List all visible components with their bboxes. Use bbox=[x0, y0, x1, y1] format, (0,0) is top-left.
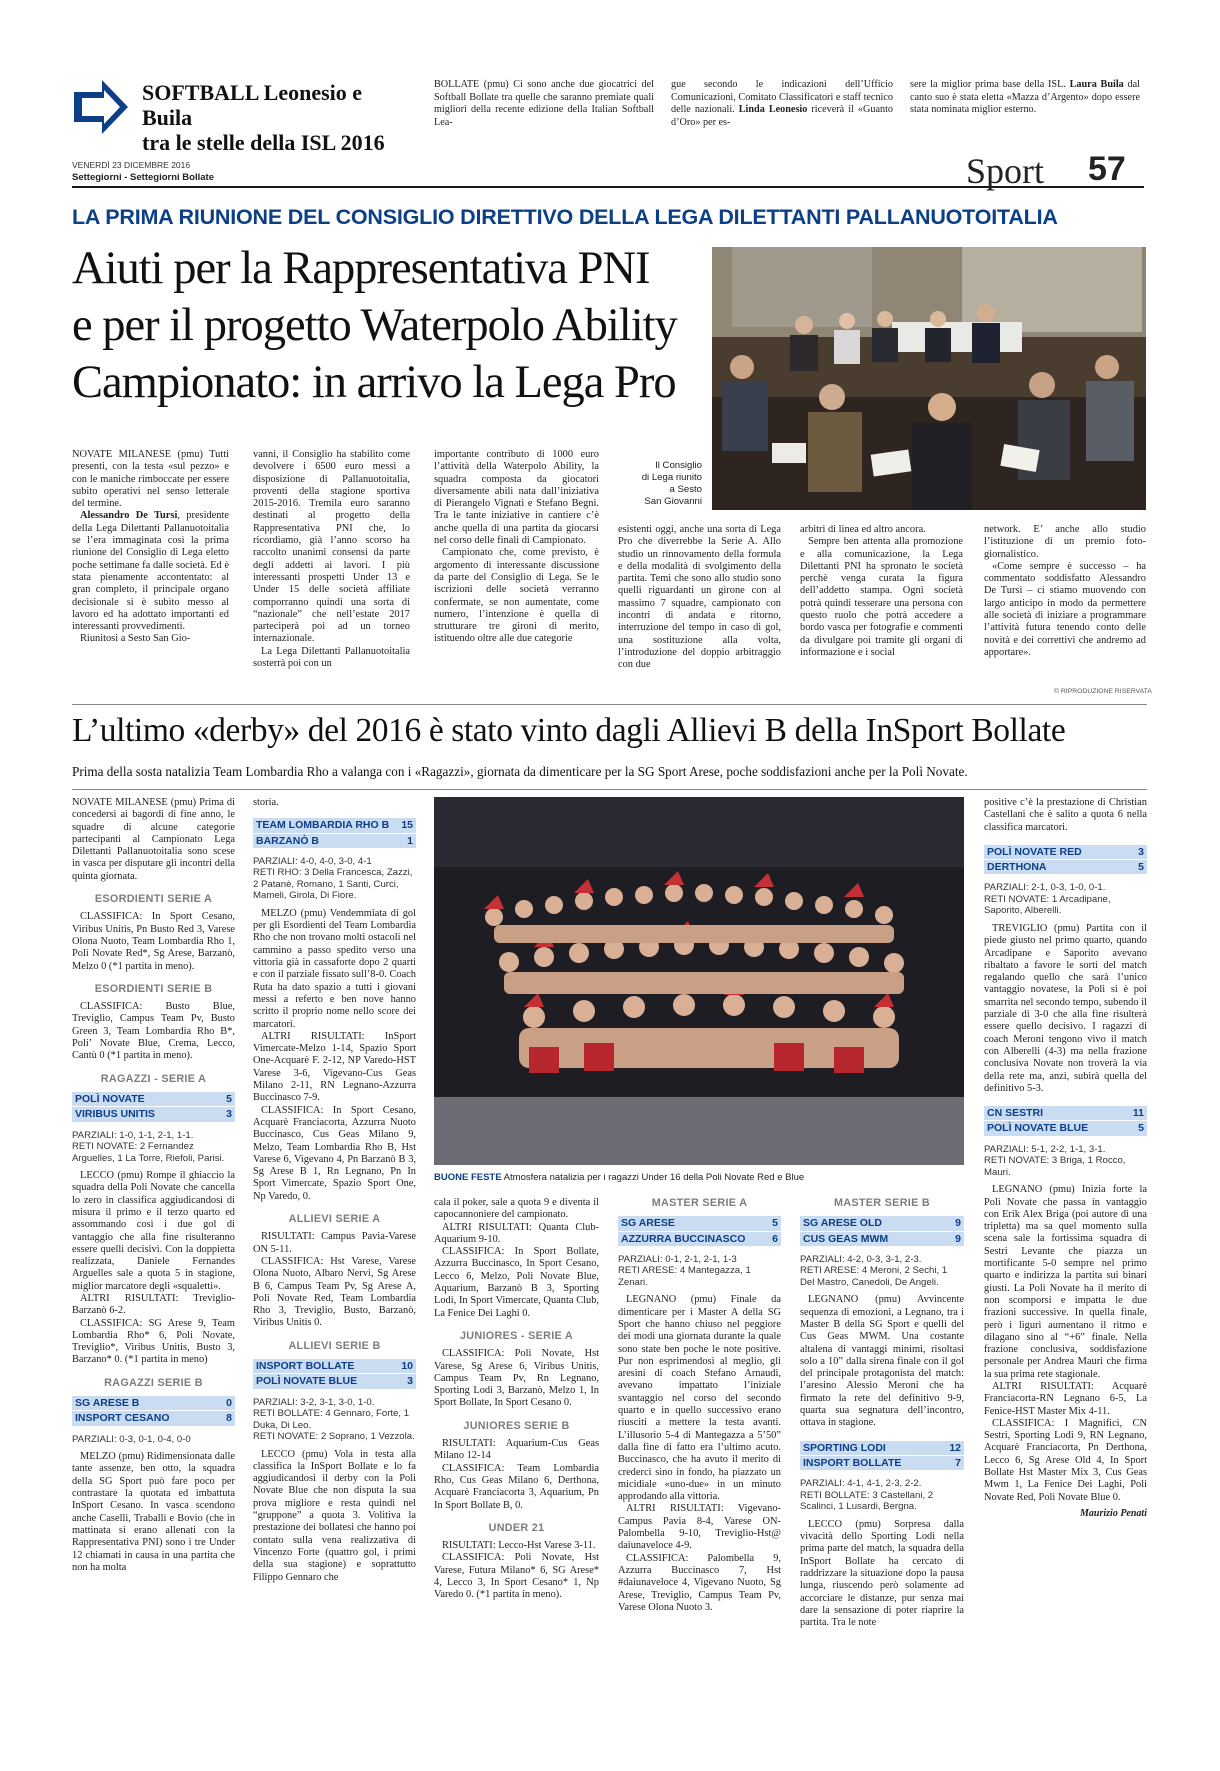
article-divider bbox=[72, 704, 1147, 705]
teaser-col3: sere la miglior prima base della ISL. Laura Buila dal canto suo è stata eletta «Mazza d’Argento» dopo essere stata nominata miglior esterno. bbox=[910, 79, 1140, 116]
score-box: SG ARESE B 0 INSPORT CESANO 8 bbox=[72, 1395, 235, 1426]
teaser-title: SOFTBALL Leonesio e Buila tra le stelle della ISL 2016 bbox=[142, 80, 385, 155]
article1-col3: importante contributo di 1000 euro l’attività della Waterpolo Ability, la squadra composta da giocatori diversamente abili nata dall’iniziativa di Pierangelo Vignati e Stefano Begni. Tra le tante iniziative in cantiere c’è anche quella di una partita da giocarsi nel corso delle finali di Campionato. Campionato che, come previsto, è argomento di interessante discussione da parte del Consiglio di Lega. Se le iscrizioni delle società verranno confermate, se non aumentate, come numero, l’intenzione è quella di strutturare tre gironi di merito, istituendo oltre alle due categorie bbox=[434, 449, 599, 645]
score-box: SG ARESE 5 AZZURRA BUCCINASCO 6 bbox=[618, 1215, 781, 1246]
copyright: © RIPRODUZIONE RISERVATA bbox=[1054, 688, 1152, 695]
score-box: POLÌ NOVATE RED 3 DERTHONA 5 bbox=[984, 844, 1147, 875]
score-box: POLÌ NOVATE 5 VIRIBUS UNITIS 3 bbox=[72, 1091, 235, 1122]
article2-subhead: Prima della sosta natalizia Team Lombardia Rho a valanga con i «Ragazzi», giornata da dimenticare per la SG Sport Arese, poche soddisfazioni anche per la Polì Novate. bbox=[72, 764, 968, 779]
article1-headline: Aiuti per la Rappresentativa PNI e per il progetto Waterpolo Ability Campionato: in arrivo la Lega Pro bbox=[72, 243, 677, 408]
article1-kicker: LA PRIMA RIUNIONE DEL CONSIGLIO DIRETTIVO DELLA LEGA DILETTANTI PALLANUOTOITALIA bbox=[72, 205, 1058, 229]
teaser-col1: BOLLATE (pmu) Ci sono anche due giocatrici del Softball Bollate tra quelle che saranno premiate quali migliori della recente edizione della Italian Softball Lea- bbox=[434, 79, 654, 128]
results-col5: MASTER SERIE B SG ARESE OLD 9 CUS GEAS MWM 9 PARZIALI: 4-2, 0-3, 3-1, 2-3. RETI ARESE: 4 Meroni, 2 Sechi, 1 Del Mastro, Canedoli, De Angeli. LEGNANO (pmu) Avvincente sequenza di emozioni, a Legnano, tra i Master B della SG Sport e quelli del Cus Geas MWM. Una costante altalena di vantaggi minimi, risoltasi solo a 10” dalla sirena finale con il gol del principale protagonista del match: l’aresino Alessio Meroni che ha firmato la rete del definitivo 9-9, quarta sua segnatura dell’incontro, ottava in stagione. SPORTING LODI 12 INSPORT BOLLATE 7 PARZIALI: 4-1, 4-1, 2-3, 2-2. RETI BOLLATE: 3 Castellani, 2 Scalinci, 1 Lusardi, Bergna. LECCO (pmu) Sorpresa dalla vivacità dello Sporting Lodi nella prima parte del match, la squadra della InSport Bollate ha cercato di raddrizzare la situazione dopo la pausa lunga, riuscendo però solamente ad accorciare le distanze, pur senza mai dare la sensazione di poter riaprire la partita. Tra le note bbox=[800, 1197, 964, 1629]
article1-col2: vanni, il Consiglio ha stabilito come devolvere i 6500 euro messi a disposizione di Pallanuotoitalia, proventi della stagione sportiva 2015-2016. Tremila euro saranno destinati al progetto della Rappresentativa PNI che, lo ricordiamo, già l’anno scorso ha raccolto unanimi consensi da parte degli addetti ai lavori. I più interessanti prospetti Under 13 e Under 15 delle società affiliate comporranno quindi una sorta di “nazionale” che nell’estate 2017 parteciperà poi ad un torneo internazionale. La Lega Dilettanti Pallanuotoitalia sosterrà poi con un bbox=[253, 449, 410, 670]
subhead-rule bbox=[72, 789, 1147, 790]
article1-col4: esistenti oggi, anche una sorta di Lega Pro che diverrebbe la Serie A. Allo studio un rinnovamento della formula e della modalità di svolgimento della partita. Temi che sono allo studio sono quelli riguardanti un girone con al massimo 7 squadre, campionato con incontri di andata e ritorno, interruzione del tempo in caso di gol, una sostituzione alla volta, l’introduzione del doppio arbitraggio con due bbox=[618, 524, 781, 671]
results-col1: NOVATE MILANESE (pmu) Prima di concedersi ai bagordi di fine anno, le squadre di alcune categorie partecipanti al Campionato Lega Dilettanti Pallanuotoitalia sono scese in vasca per disputare gli incontri della quinta giornata. ESORDIENTI SERIE A CLASSIFICA: In Sport Cesano, Viribus Unitis, Pn Busto Red 3, Varese Olona Nuoto, Team Lombardia Rho 1, Poli Novate Red*, Sg Arese, Barzanò, Melzo 0 (*1 partita in meno). ESORDIENTI SERIE B CLASSIFICA: Busto Blue, Treviglio, Campus Team Pv, Busto Green 3, Team Lombardia Rho B*, Poli’ Novate Blue, Crema, Lecco, Cantù 0 (*1 partita in meno). RAGAZZI - SERIE A POLÌ NOVATE 5 VIRIBUS UNITIS 3 PARZIALI: 1-0, 1-1, 2-1, 1-1. RETI NOVATE: 2 Fernandez Arguelles, 1 La Torre, Riefoli, Parisi. LECCO (pmu) Rompe il ghiaccio la squadra della Poli Novate che cancella lo zero in classifica aggiudicandosi di misura il primo e il terzo quarto ed assommando così i due gol di vantaggio che alla fine risulteranno essere quelli decisivi. Con la doppietta realizzata, Daniele Fernandes Arguelles sale a quota 5 in stagione, miglior marcatore degli «squaletti». ALTRI RISULTATI: Treviglio-Barzanò 6-2. CLASSIFICA: SG Arese 9, Team Lombardia Rho* 6, Poli Novate, Treviglio*, Viribus Unitis, Busto 3, Barzano* 0. (*1 partita in meno) RAGAZZI SERIE B SG ARESE B 0 INSPORT CESANO 8 PARZIALI: 0-3, 0-1, 0-4, 0-0 MELZO (pmu) Ridimensionata dalle tante assenze, ben otto, la squadra della SG Sport può fare poco per contrastare la quotata ed imbattuta InSport Cesano. In vasca scendono anche Caselli, Traballi e Bovio (che in mattinata si erano allenati con la Rappresentativa PNI) sono i tre Under 12 chiamati in causa in una partita che non ha molta bbox=[72, 797, 235, 1573]
author: Maurizio Penati bbox=[1080, 1507, 1147, 1519]
meeting-photo bbox=[712, 247, 1146, 510]
teaser-col2: gue secondo le indicazioni dell’Ufficio Comunicazioni, Comitato Classificatori e staff tecnico delle nazionali. Linda Leonesio riceverà il «Guanto d’Oro» per es- bbox=[671, 79, 893, 128]
page-number: 57 bbox=[1088, 150, 1126, 188]
article1-col1: NOVATE MILANESE (pmu) Tutti presenti, con la testa «sul pezzo» e con le maniche rimboccate per essere subito operativi nel senso letterale del termine. Alessandro De Tursi, presidente della Lega Dilettanti Pallanuotoitalia se l’era immaginata così la prima riunione del Consiglio di Lega eletto poche settimane fa dalle società. Ed è stata pienamente accontentato: al gran completo, il principale organo decisionale si è subito messo al lavoro ed ha adottato importanti ed interessanti provvedimenti. Riunitosi a Sesto San Gio- bbox=[72, 449, 229, 645]
results-col3: cala il poker, sale a quota 9 e diventa il capocannoniere del campionato. ALTRI RISULTATI: Quanta Club-Aquarium 9-10. CLASSIFICA: In Sport Bollate, Azzurra Buccinasco, In Sport Cesano, Lecco 6, Melzo, Poli Novate Blue, Aquarium, Barzanò B 3, Sporting Lodi, In Sport Vimercate, Quanta Club, La Fenice Dei Laghi 0. JUNIORES - SERIE A CLASSIFICA: Poli Novate, Hst Varese, Sg Arese 6, Viribus Unitis, Campus Team Pv, Rn Legnano, Sporting Lodi 3, Barzanò, Melzo 1, In Sport Bollate, In Sport Cesano 0. JUNIORES SERIE B RISULTATI: Aquarium-Cus Geas Milano 12-14 CLASSIFICA: Team Lombardia Rho, Cus Geas Milano 6, Derthona, Acquarè Franciacorta 3, Aquarium, Pn In Sport Bollate B, 0. UNDER 21 RISULTATI: Lecco-Hst Varese 3-11. CLASSIFICA: Poli Novate, Hst Varese, Futura Milano* 6, SG Arese* 4, Lecco 3, In Sport Cesano* 1, Np Varedo 0. (*1 partita in meno). bbox=[434, 1197, 599, 1601]
article1-col6: network. E’ anche allo studio l’istituzione di un premio foto-giornalistico. «Come sempre è successo – ha commentato soddisfatto Alessandro De Tursi – ci stiamo muovendo con largo anticipo in modo da permettere alle società di iniziare a programmare l’attività futura tenendo conto delle novità e dei correttivi che andremo ad apportare». bbox=[984, 524, 1146, 658]
score-box: INSPORT BOLLATE 10 POLÌ NOVATE BLUE 3 bbox=[253, 1358, 416, 1389]
photo-caption: Il Consiglio di Lega riunito a Sesto San Giovanni bbox=[641, 460, 702, 507]
results-col6: positive c’è la prestazione di Christian Castellani che è salito a quota 6 nella classifica marcatori. POLÌ NOVATE RED 3 DERTHONA 5 PARZIALI: 2-1, 0-3, 1-0, 0-1. RETI NOVATE: 1 Arcadipane, Saporito, Alberelli. TREVIGLIO (pmu) Partita con il piede giusto nel primo quarto, quando Arcadipane e Saporito avevano ribaltato a favore le sorti del match regalando quello che sarà l’unico vantaggio novatese, la Poli si è poi smarrita nel secondo tempo, subendo il parziale di 3-0 che alla fine risulterà essere quello decisivo. I ragazzi di coach Meroni tengono vivo il match con Alberelli (4-3) ma nella frazione conclusiva Novate non troverà la via della rete ma, anzi, subirà quella del definitivo 5-3. CN SESTRI 11 POLÌ NOVATE BLUE 5 PARZIALI: 5-1, 2-2, 1-1, 3-1. RETI NOVATE: 3 Briga, 1 Rocco, Mauri. LEGNANO (pmu) Inizia forte la Poli Novate che passa in vantaggio con Erik Alex Briga (poi autore di una tripletta) ma sa quel momento sulla scena sale la fortissima squadra di Sestri Levante che piazza un mortificante 5-0 sempre nel primo quarto e indirizza la partita sui binari giusti. La Poli Novate ha il merito di non scomporsi e impatta le due frazioni successive. In quella finale, però i liguri aumentano il ritmo e dilagano sino al “+6” finale. Nella frazione conclusiva, soddisfazione personale per Andrea Mauri che firma la sua prima rete stagionale. ALTRI RISULTATI: Acquarè Franciacorta-RN Legnano 6-5, La Fenice-HST Master Mix 4-11. CLASSIFICA: I Magnifici, CN Sestri, Sporting Lodi 9, RN Legnano, Acquarè Franciacorta, Pn Derthona, Lecco 6, Sg Arese Old 4, In Sport Bollate Hst Master Mix 3, Cus Geas Mwm 1, La Fenice Dei Laghi, Poli Novate Red, Poli Novate Blue 0. Maurizio Penati bbox=[984, 797, 1147, 1519]
score-box: CN SESTRI 11 POLÌ NOVATE BLUE 5 bbox=[984, 1105, 1147, 1136]
score-box: SPORTING LODI 12 INSPORT BOLLATE 7 bbox=[800, 1440, 964, 1471]
article2-headline: L’ultimo «derby» del 2016 è stato vinto dagli Allievi B della InSport Bollate bbox=[72, 712, 1066, 749]
results-col4: MASTER SERIE A SG ARESE 5 AZZURRA BUCCINASCO 6 PARZIALI: 0-1, 2-1, 2-1, 1-3 RETI ARESE: 4 Mantegazza, 1 Zenari. LEGNANO (pmu) Finale da dimenticare per i Master A della SG Sport che hanno chiuso nel peggiore dei modi una giornata durante la quale sono state ben poche le note positive. Pur non esprimendosi al meglio, gli aresini di coach Stefano Arnaudi, avevano impattato l’iniziale svantaggio nel corso del secondo quarto e in quello successivo erano riusciti a mettere la testa avanti. L’illusorio 5-4 di Mantegazza a 5’50” dalla fine di fatto era l’ultimo acuto. Buccinasco, che ha avuto il merito di crederci sino in fondo, ha piazzato un micidiale «uno-due» in un minuto approdando alla vittoria. ALTRI RISULTATI: Vigevano-Campus Pavia 8-4, Varese ON-Palombella 9-10, Treviglio-Hst@ daiunaveloce 4-9. CLASSIFICA: Palombella 9, Azzurra Buccinasco 7, Hst #daiunaveloce 4, Vigevano Nuoto, Sg Arese, Treviglio, Campus Team Pv, Varese Olona Nuoto 3. bbox=[618, 1197, 781, 1613]
page-date: VENERDÌ 23 DICEMBRE 2016 bbox=[72, 160, 191, 170]
section-title: Sport bbox=[966, 151, 1045, 191]
team-photo-caption: BUONE FESTE Atmosfera natalizia per i ragazzi Under 16 della Poli Novate Red e Blue bbox=[434, 1172, 805, 1183]
paper-name: Settegiorni - Settegiorni Bollate bbox=[72, 172, 214, 183]
score-box: SG ARESE OLD 9 CUS GEAS MWM 9 bbox=[800, 1215, 964, 1246]
article1-col5: arbitri di linea ed altro ancora. Sempre ben attenta alla promozione e alla comunicazione, la Lega Dilettanti PNI ha spronato le società perchè venga curata la figura dell’addetto stampa. Ogni società potrà quindi tesserare una persona con questo ruolo che potrà accedere a bordo vasca per fotografie e commenti da divulgare poi tramite gli organi di informazione e i social bbox=[800, 524, 963, 658]
score-box: TEAM LOMBARDIA RHO B 15 BARZANÒ B 1 bbox=[253, 817, 416, 848]
results-col2: storia. TEAM LOMBARDIA RHO B 15 BARZANÒ B 1 PARZIALI: 4-0, 4-0, 3-0, 4-1 RETI RHO: 3 Della Francesca, Zazzi, 2 Patanè, Romano, 1 Santi, Curci, Mameli, Girola, Di Fiore. MELZO (pmu) Vendemmiata di gol per gli Esordienti del Team Lombardia Rho che non trovano molti ostacoli nel cammino a passo spedito verso una vittoria già in cassaforte dopo 2 quarti e con il parziale fissato sull’8-0. Coach Ruta ha dato spazio a tutti i giovani messi a referto e ben nove hanno scritto il proprio nome nello score dei marcatori. ALTRI RISULTATI: InSport Vimercate-Melzo 1-14, Spazio Sport One-Acquarè F. 2-12, NP Varedo-HST Varese 3-6, Vigevano-Cus Geas Milano 2-11, RN Legnano-Azzurra Buccinasco 7-9. CLASSIFICA: In Sport Cesano, Acquarè Franciacorta, Azzurra Nuoto Buccinasco, Cus Geas Milano 9, Melzo, Team Lombardia Rho B, Hst Varese 6, Vigevano 4, Pn Barzanò B 3, Sg Arese B 1, Rn Legnano, Pn In Sport Vimercate, Spazio Sport One, Np Varedo, 0. ALLIEVI SERIE A RISULTATI: Campus Pavia-Varese ON 5-11. CLASSIFICA: Hst Varese, Varese Olona Nuoto, Albaro Nervi, Sg Arese B 6, Campus Team Pv, Sg Arese A, Poli Novate Red, Team Lombardia Rho 3, Treviglio, Busto, Barzanò, Viribus Unitis 0. ALLIEVI SERIE B INSPORT BOLLATE 10 POLÌ NOVATE BLUE 3 PARZIALI: 3-2, 3-1, 3-0, 1-0. RETI BOLLATE: 4 Gennaro, Forte, 1 Duka, Di Leo. RETI NOVATE: 2 Soprano, 1 Vezzola. LECCO (pmu) Vola in testa alla classifica la InSport Bollate e lo fa aggiudicandosi il derby con la Poli Novate Blue che non disputa la sua prova migliore e resta quindi nel “gruppone” a quota 3. Volitiva la prestazione dei bollatesi che hanno poi contato sulla vena realizzativa di Vincenzo Forte (quattro gol, i primi della sua stagione) e soprattutto Filippo Gennaro che bbox=[253, 797, 416, 1583]
arrow-icon bbox=[72, 78, 130, 136]
team-photo bbox=[434, 797, 964, 1165]
